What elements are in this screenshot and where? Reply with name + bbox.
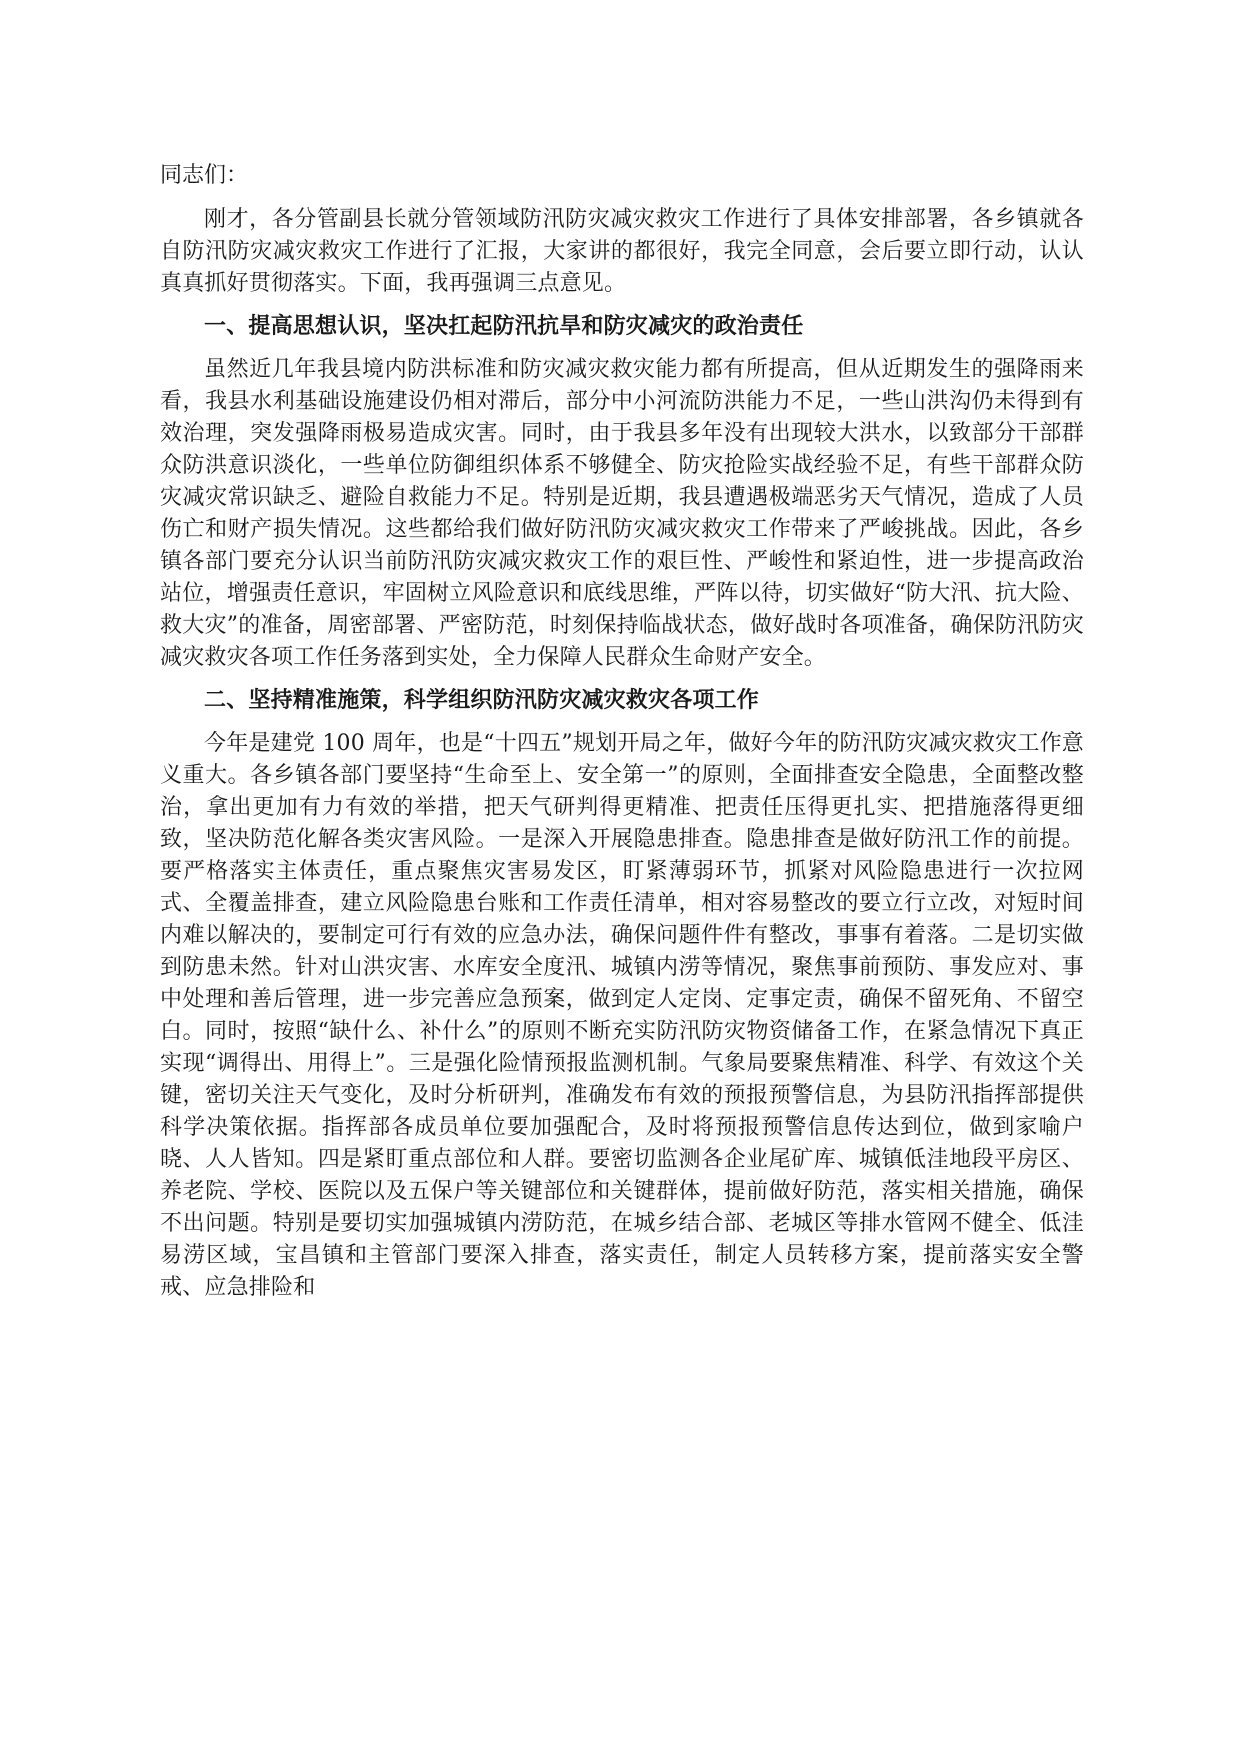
section-body-2: 今年是建党 100 周年，也是“十四五”规划开局之年，做好今年的防汛防灾减灾救灾工作意义重大。各乡镇各部门要坚持“生命至上、安全第一”的原则，全面排查安全隐患，全面整改整治，拿出更加有力有效的举措，把天气研判得更精准、把责任压得更扎实、把措施落得更细致，坚决防范化解各类灾害风险。一是深入开展隐患排查。隐患排查是做好防汛工作的前提。要严格落实主体责任，重点聚焦灾害易发区，盯紧薄弱环节，抓紧对风险隐患进行一次拉网式、全覆盖排查，建立风险隐患台账和工作责任清单，相对容易整改的要立行立改，对短时间内难以解决的，要制定可行有效的应急办法，确保问题件件有整改，事事有着落。二是切实做到防患未然。针对山洪灾害、水库安全度汛、城镇内涝等情况，聚焦事前预防、事发应对、事中处理和善后管理，进一步完善应急预案，做到定人定岗、定事定责，确保不留死角、不留空白。同时，按照“缺什么、补什么”的原则不断充实防汛防灾物资储备工作，在紧急情况下真正实现“调得出、用得上”。三是强化险情预报监测机制。气象局要聚焦精准、科学、有效这个关键，密切关注天气变化，及时分析研判，准确发布有效的预报预警信息，为县防汛指挥部提供科学决策依据。指挥部各成员单位要加强配合，及时将预报预警信息传达到位，做到家喻户晓、人人皆知。四是紧盯重点部位和人群。要密切监测各企业尾矿库、城镇低洼地段平房区、养老院、学校、医院以及五保户等关键部位和关键群体，提前做好防范，落实相关措施，确保不出问题。特别是要切实加强城镇内涝防范，在城乡结合部、老城区等排水管网不健全、低洼易涝区域，宝昌镇和主管部门要深入排查，落实责任，制定人员转移方案，提前落实安全警戒、应急排险和 <box>160 731 1084 1300</box>
intro-paragraph: 刚才，各分管副县长就分管领域防汛防灾减灾救灾工作进行了具体安排部署，各乡镇就各自防汛防灾减灾救灾工作进行了汇报，大家讲的都很好，我完全同意，会后要立即行动，认认真真抓好贯彻落实。下面，我再强调三点意见。 <box>160 207 1084 296</box>
salutation: 同志们： <box>160 163 249 188</box>
section-heading-1: 一、提高思想认识，坚决扛起防汛抗旱和防灾减灾的政治责任 <box>204 313 804 339</box>
section-body-1: 虽然近几年我县境内防洪标准和防灾减灾救灾能力都有所提高，但从近期发生的强降雨来看，我县水利基础设施建设仍相对滞后，部分中小河流防洪能力不足，一些山洪沟仍未得到有效治理，突发强降雨极易造成灾害。同时，由于我县多年没有出现较大洪水，以致部分干部群众防洪意识淡化，一些单位防御组织体系不够健全、防灾抢险实战经验不足，有些干部群众防灾减灾常识缺乏、避险自救能力不足。特别是近期，我县遭遇极端恶劣天气情况，造成了人员伤亡和财产损失情况。这些都给我们做好防汛防灾减灾救灾工作带来了严峻挑战。因此，各乡镇各部门要充分认识当前防汛防灾减灾救灾工作的艰巨性、严峻性和紧迫性，进一步提高政治站位，增强责任意识，牢固树立风险意识和底线思维，严阵以待，切实做好“防大汛、抗大险、救大灾”的准备，周密部署、严密防范，时刻保持临战状态，做好战时各项准备，确保防汛防灾减灾救灾各项工作任务落到实处，全力保障人民群众生命财产安全。 <box>160 357 1084 670</box>
document-page <box>160 160 1084 1314</box>
section-heading-2: 二、坚持精准施策，科学组织防汛防灾减灾救灾各项工作 <box>204 687 760 713</box>
